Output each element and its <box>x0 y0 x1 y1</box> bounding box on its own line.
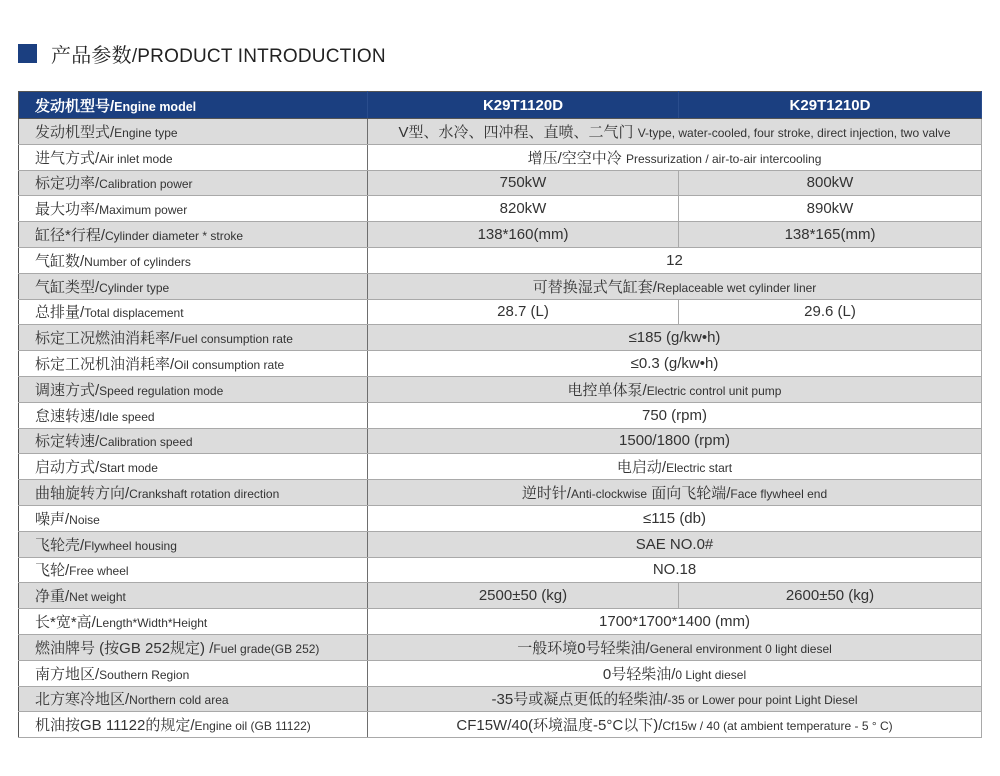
row-value: 1700*1700*1400 (mm) <box>368 609 982 635</box>
row-value: ≤185 (g/kw•h) <box>368 325 982 351</box>
spec-table <box>18 91 982 738</box>
row-label: 进气方式/Air inlet mode <box>19 144 368 170</box>
table-row <box>19 454 982 480</box>
row-label: 飞轮/Free wheel <box>19 557 368 583</box>
row-value-model-2: 2600±50 (kg) <box>679 583 982 609</box>
row-label: 怠速转速/Idle speed <box>19 402 368 428</box>
row-label: 曲轴旋转方向/Crankshaft rotation direction <box>19 480 368 506</box>
row-value: 电启动/Electric start <box>368 454 982 480</box>
row-value: ≤115 (db) <box>368 505 982 531</box>
table-row <box>19 299 982 325</box>
row-value-model-2: 800kW <box>679 170 982 196</box>
table-row <box>19 325 982 351</box>
row-value-model-2: 29.6 (L) <box>679 299 982 325</box>
row-value: NO.18 <box>368 557 982 583</box>
section-title-text: 产品参数/PRODUCT INTRODUCTION <box>51 44 386 67</box>
row-label: 标定工况机油消耗率/Oil consumption rate <box>19 351 368 377</box>
header-model-2: K29T1210D <box>679 92 982 119</box>
row-value-model-1: 28.7 (L) <box>368 299 679 325</box>
row-value: 增压/空空中冷 Pressurization / air-to-air intercooling <box>368 144 982 170</box>
row-value-model-1: 2500±50 (kg) <box>368 583 679 609</box>
row-value: ≤0.3 (g/kw•h) <box>368 351 982 377</box>
row-label: 南方地区/Southern Region <box>19 660 368 686</box>
table-row <box>19 351 982 377</box>
table-row <box>19 557 982 583</box>
header-model-1: K29T1120D <box>368 92 679 119</box>
row-value-model-2: 890kW <box>679 196 982 222</box>
table-row <box>19 402 982 428</box>
row-value: 12 <box>368 247 982 273</box>
row-value-model-1: 820kW <box>368 196 679 222</box>
row-label: 总排量/Total displacement <box>19 299 368 325</box>
row-value-model-1: 138*160(mm) <box>368 222 679 248</box>
table-row <box>19 480 982 506</box>
row-label: 标定功率/Calibration power <box>19 170 368 196</box>
row-label: 噪声/Noise <box>19 505 368 531</box>
row-value-model-1: 750kW <box>368 170 679 196</box>
row-value: 1500/1800 (rpm) <box>368 428 982 454</box>
row-value: 750 (rpm) <box>368 402 982 428</box>
row-label: 北方寒冷地区/Northern cold area <box>19 686 368 712</box>
header-label: 发动机型号/Engine model <box>19 92 368 119</box>
table-row <box>19 686 982 712</box>
table-row <box>19 376 982 402</box>
row-label: 气缸数/Number of cylinders <box>19 247 368 273</box>
table-row <box>19 531 982 557</box>
row-label: 长*宽*高/Length*Width*Height <box>19 609 368 635</box>
row-value: V型、水冷、四冲程、直喷、二气门 V-type, water-cooled, four stroke, direct injection, two valve <box>368 119 982 145</box>
row-value: SAE NO.0# <box>368 531 982 557</box>
row-label: 最大功率/Maximum power <box>19 196 368 222</box>
table-row <box>19 222 982 248</box>
row-label: 标定工况燃油消耗率/Fuel consumption rate <box>19 325 368 351</box>
table-row <box>19 428 982 454</box>
row-label: 净重/Net weight <box>19 583 368 609</box>
row-value: 逆时针/Anti-clockwise 面向飞轮端/Face flywheel end <box>368 480 982 506</box>
table-row <box>19 196 982 222</box>
row-label: 调速方式/Speed regulation mode <box>19 376 368 402</box>
table-row <box>19 144 982 170</box>
row-value: 可替换湿式气缸套/Replaceable wet cylinder liner <box>368 273 982 299</box>
row-label: 气缸类型/Cylinder type <box>19 273 368 299</box>
row-label: 燃油牌号 (按GB 252规定) /Fuel grade(GB 252) <box>19 634 368 660</box>
table-row <box>19 273 982 299</box>
section-title <box>18 41 386 65</box>
row-label: 缸径*行程/Cylinder diameter * stroke <box>19 222 368 248</box>
title-square-icon <box>18 44 37 63</box>
row-value: 一般环境0号轻柴油/General environment 0 light diesel <box>368 634 982 660</box>
table-row <box>19 712 982 738</box>
row-label: 启动方式/Start mode <box>19 454 368 480</box>
table-row <box>19 660 982 686</box>
row-value: 0号轻柴油/0 Light diesel <box>368 660 982 686</box>
table-row <box>19 170 982 196</box>
table-row <box>19 634 982 660</box>
table-row <box>19 119 982 145</box>
table-row <box>19 247 982 273</box>
row-value: 电控单体泵/Electric control unit pump <box>368 376 982 402</box>
row-value: CF15W/40(环境温度-5°C以下)/Cf15w / 40 (at ambient temperature - 5 ° C) <box>368 712 982 738</box>
row-label: 标定转速/Calibration speed <box>19 428 368 454</box>
table-header-row <box>19 92 982 119</box>
row-label: 发动机型式/Engine type <box>19 119 368 145</box>
row-value: -35号或凝点更低的轻柴油/-35 or Lower pour point Light Diesel <box>368 686 982 712</box>
row-label: 飞轮壳/Flywheel housing <box>19 531 368 557</box>
table-row <box>19 609 982 635</box>
table-row <box>19 505 982 531</box>
row-value-model-2: 138*165(mm) <box>679 222 982 248</box>
row-label: 机油按GB 11122的规定/Engine oil (GB 11122) <box>19 712 368 738</box>
table-row <box>19 583 982 609</box>
